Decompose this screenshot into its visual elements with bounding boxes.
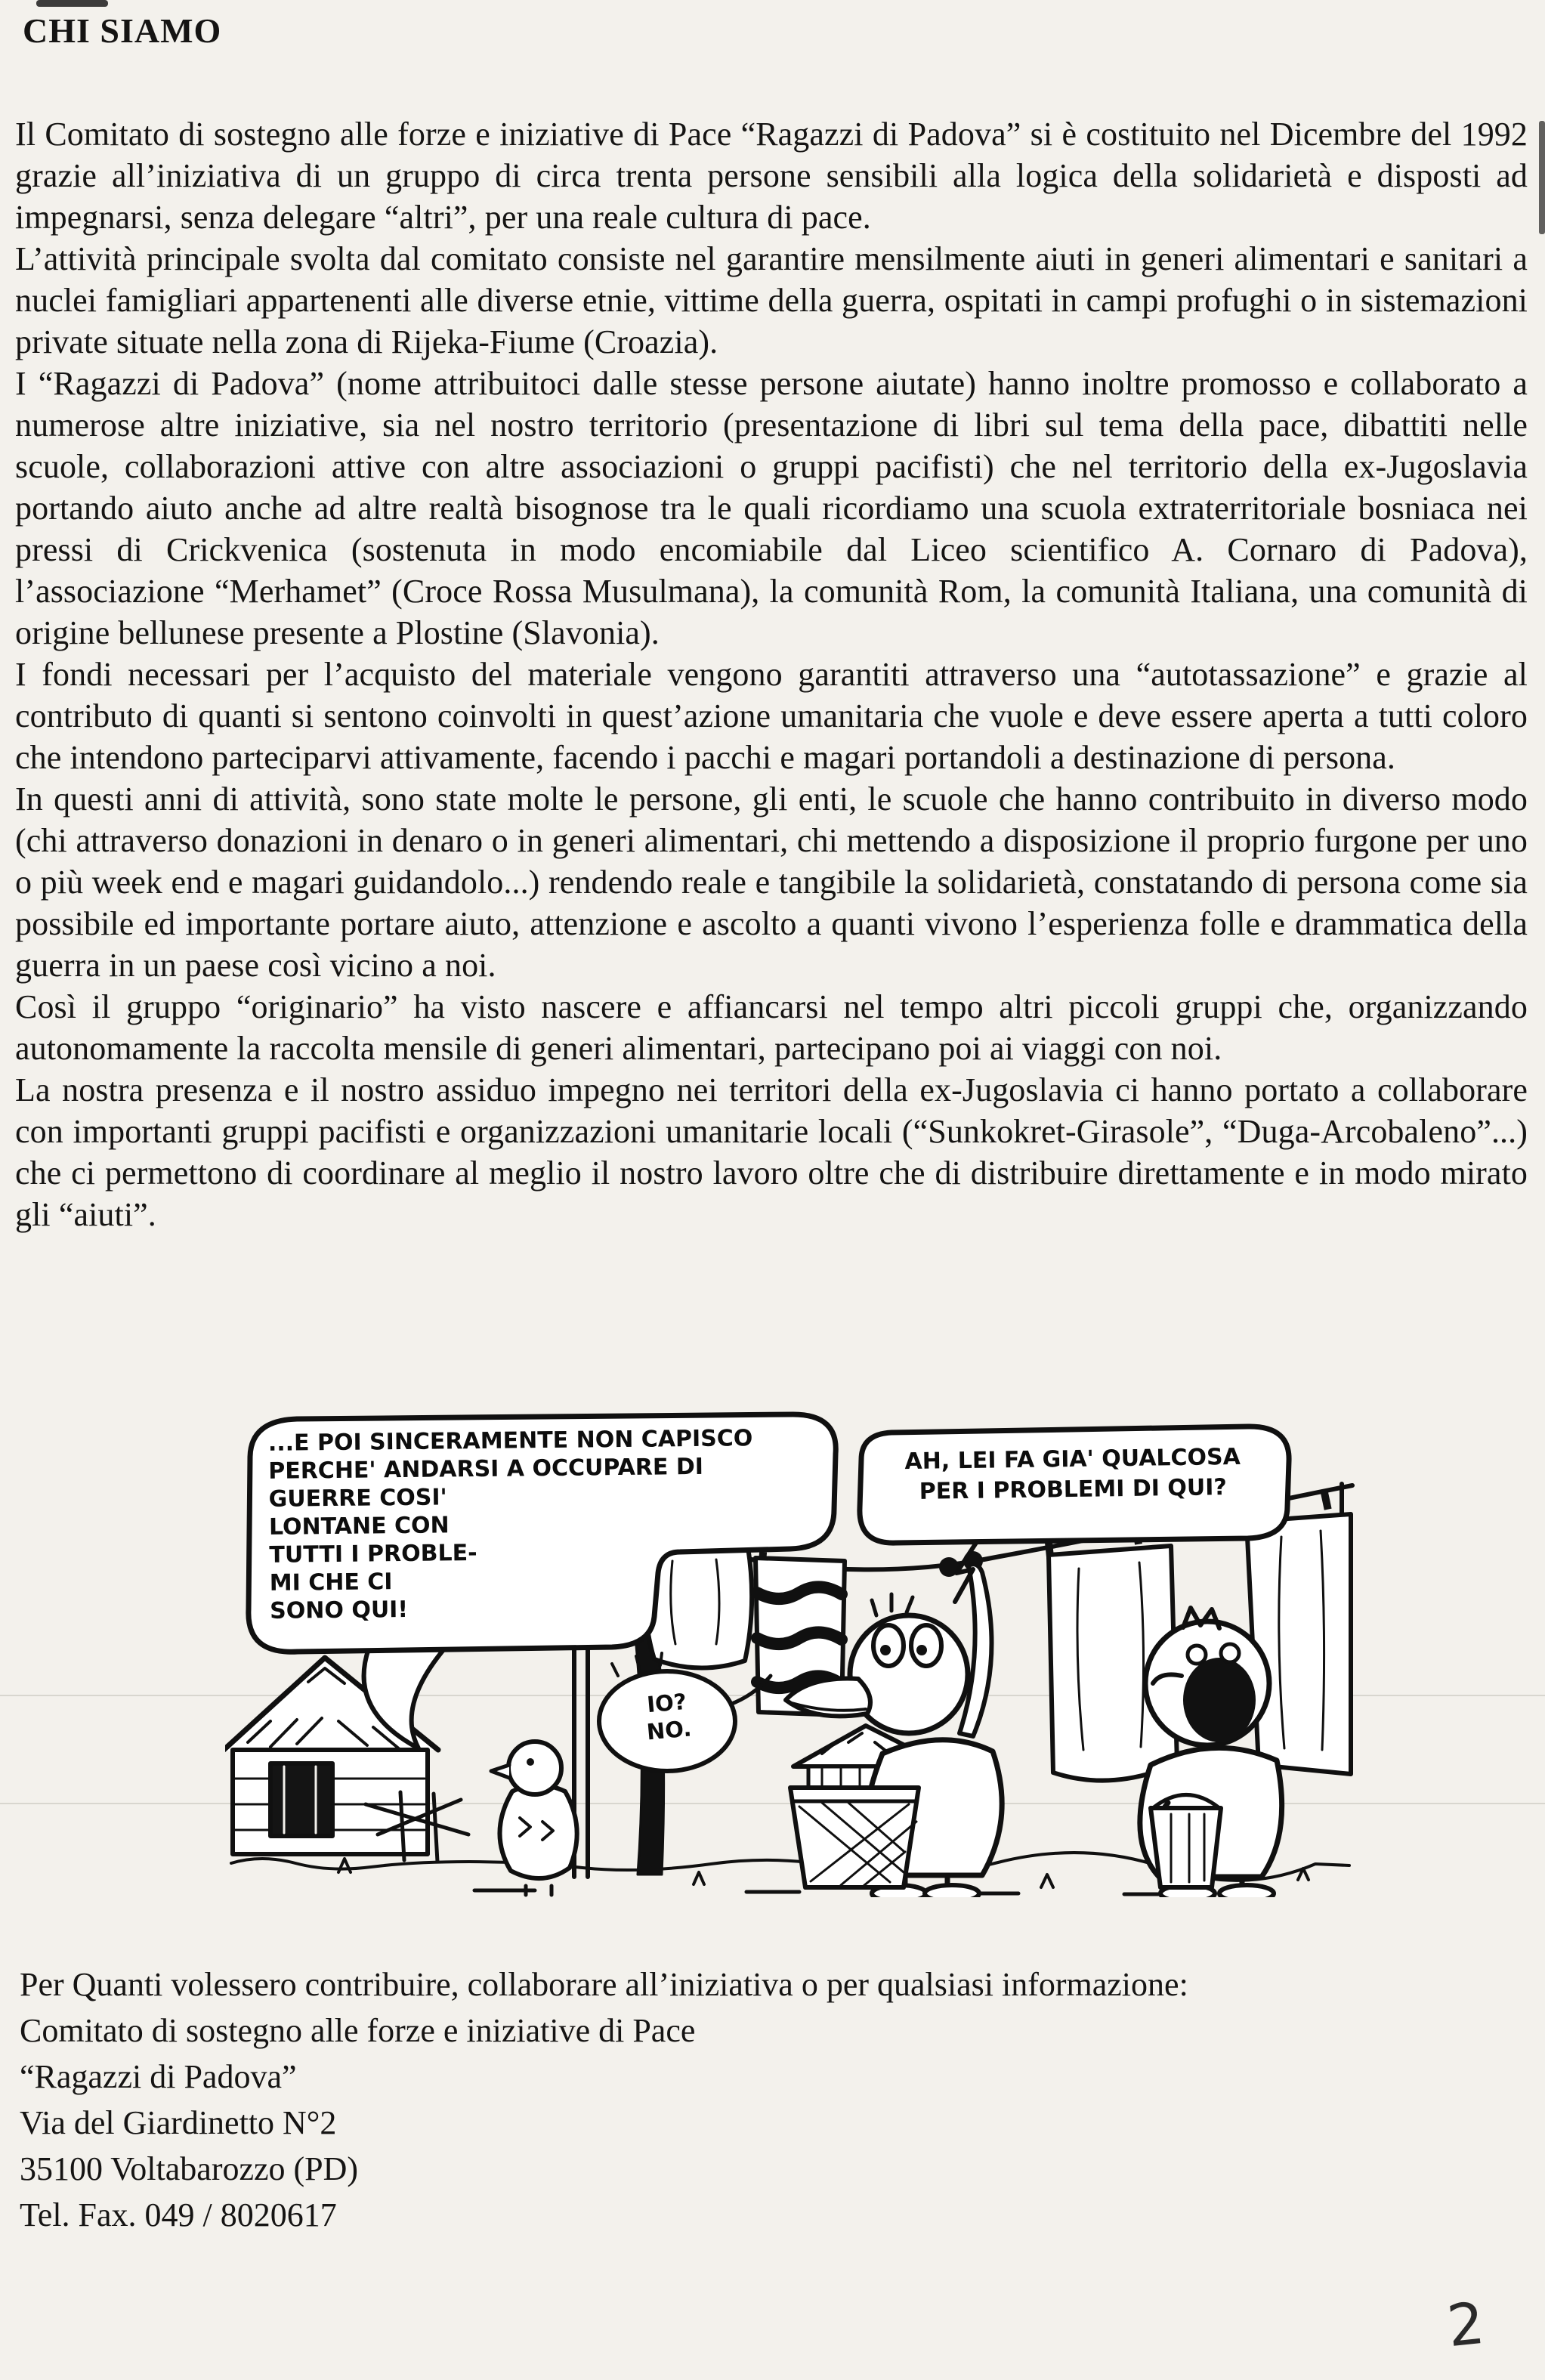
- contact-org: Comitato di sostegno alle forze e iniziative di Pace: [20, 2012, 696, 2049]
- laundry-basket: [790, 1788, 919, 1887]
- speech-bubble-small-text: IO? NO.: [645, 1688, 693, 1745]
- contact-street: Via del Giardinetto N°2: [20, 2104, 337, 2141]
- contact-city: 35100 Voltabarozzo (PD): [20, 2150, 359, 2187]
- contact-group-name: “Ragazzi di Padova”: [20, 2058, 297, 2095]
- bucket: [1151, 1795, 1221, 1888]
- scan-artifact-top: [36, 0, 108, 7]
- paragraph-1: Il Comitato di sostegno alle forze e iniziative di Pace “Ragazzi di Padova” si è costituito nel Dicembre del 1992 grazie all’iniziativa di un gruppo di circa trenta persone sensibili alla logica della solidarietà e disposti ad impegnarsi, senza delegare “altri”, per una reale cultura di pace.: [15, 116, 1528, 236]
- paragraph-6: Così il gruppo “originario” ha visto nascere e affiancarsi nel tempo altri piccoli gruppi che, organizzando autonomamente la raccolta mensile di generi alimentari, partecipano poi ai viaggi con noi.: [15, 988, 1528, 1067]
- paragraph-5: In questi anni di attività, sono state molte le persone, gli enti, le scuole che hanno contribuito in diverso modo (chi attraverso donazioni in denaro o in generi alimentari, chi mettendo a disposizione il proprio furgone per uno o più week end e magari guidandolo...) rendendo reale e tangibile la solidarietà, constatando di persona come sia possibile ed importante portare aiuto, attenzione e ascolto a quanti vivono l’esperienza folle e drammatica della guerra in un paese così vicino a noi.: [15, 780, 1528, 984]
- contact-phone: Tel. Fax. 049 / 8020617: [20, 2196, 337, 2233]
- paragraph-4: I fondi necessari per l’acquisto del materiale vengono garantiti attraverso una “autotassazione” e grazie al contributo di quanti si sentono coinvolti in quest’azione umanitaria che vuole e deve essere aperta a tutti coloro che intendono parteciparvi attivamente, facendo i pacchi e magari portandoli a destinazione di persona.: [15, 656, 1528, 776]
- cartoon-panel: [225, 1410, 1355, 1897]
- handwritten-page-number: 2: [1444, 2289, 1488, 2360]
- speech-bubble-left-text: ...E POI SINCERAMENTE NON CAPISCO PERCHE' ANDARSI A OCCUPARE DI GUERRE COSI' LONTANE CON TUTTI I PROBLE- MI CHE CI SONO QUI!: [267, 1425, 753, 1624]
- document-body: [15, 113, 1528, 1235]
- right-sheet: [1247, 1514, 1351, 1774]
- scan-artifact-right-edge: [1539, 121, 1545, 234]
- ground-hatch: [474, 1890, 1207, 1894]
- paragraph-7: La nostra presenza e il nostro assiduo impegno nei territori della ex-Jugoslavia ci hanno portato a collaborare con importanti gruppi pacifisti e organizzazioni umanitarie locali (“Sunkokret-Girasole”, “Duga-Arcobaleno”...) che ci permettono di coordinare al meglio il nostro lavoro oltre che di distribuire direttamente e in modo mirato gli “aiuti”.: [15, 1071, 1528, 1233]
- contact-intro: Per Quanti volessero contribuire, collaborare all’iniziativa o per qualsiasi informazione:: [20, 1966, 1188, 2003]
- paragraph-3: I “Ragazzi di Padova” (nome attribuitoci dalle stesse persone aiutate) hanno inoltre promosso e collaborato a numerose altre iniziative, sia nel nostro territorio (presentazione di libri sul tema della pace, dibattiti nelle scuole, collaborazioni attive con altre associazioni o gruppi pacifisti) che nel territorio della ex-Jugoslavia portando aiuto anche ad altre realtà bisognose tra le quali ricordiamo una scuola extraterritoriale bosniaca nei pressi di Crickvenica (sostenuta in modo encomiabile dal Liceo scientifico A. Cornaro di Padova), l’associazione “Merhamet” (Croce Rossa Musulmana), la comunità Rom, la comunità Italiana, una comunità di origine bellunese presente a Plostine (Slavonia).: [15, 365, 1528, 651]
- small-bird: [491, 1742, 577, 1895]
- speech-bubble-right-text: AH, LEI FA GIA' QUALCOSA PER I PROBLEMI DI QUI?: [904, 1443, 1241, 1505]
- page-title: CHI SIAMO: [23, 11, 222, 50]
- paragraph-2: L’attività principale svolta dal comitato consiste nel garantire mensilmente aiuti in generi alimentari e sanitari a nuclei famigliari appartenenti alle diverse etnie, vittime della guerra, ospitati in campi profughi o in sistemazioni private situate nella zona di Rijeka-Fiume (Croazia).: [15, 240, 1528, 360]
- contact-block: [20, 1961, 1188, 2238]
